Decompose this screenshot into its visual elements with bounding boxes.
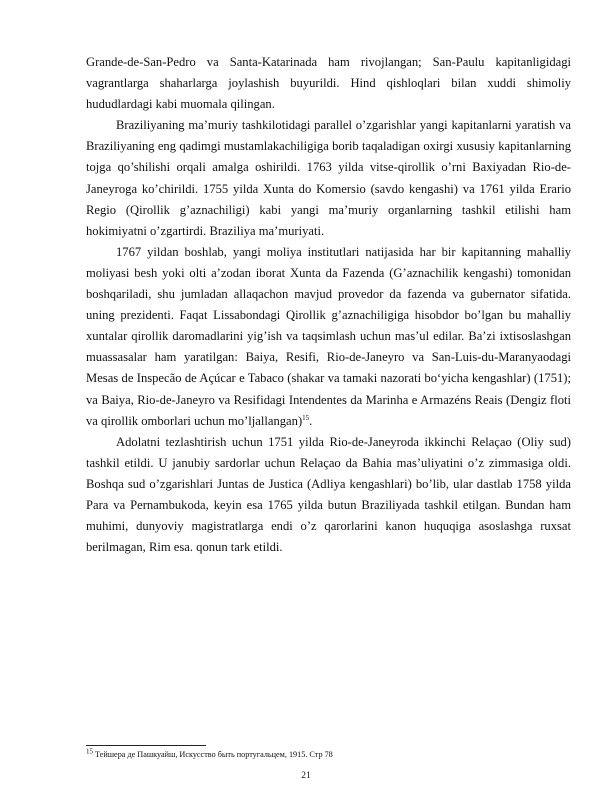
- paragraph-3-text: 1767 yildan boshlab, yangi moliya institutlari natijasida har bir kapitanning mahalliy moliyasi besh yoki olti a’zodan iborat Xunta da Fazenda (G’aznachilik kengashi) tomonidan boshqariladi, shu jumladan allaqachon mavjud provedor da fazenda va gubernator sifatida. uning prezidenti. Faqat Lissabondagi Qirollik g’aznachiligiga hisobdor bo’lgan bu mahalliy xuntalar qirollik daromadlarini yig’ish va taqsimlash uchun mas’ul edilar. Ba’zi ixtisoslashgan muassasalar ham yaratilgan: Baiya, Resifi, Rio-de-Janeyro va San-Luis-du-Maranyaodagi Mesas de Inspecão de Açúcar e Tabaco (shakar va tamaki nazorati bo‘yicha kengashlar) (1751); va Baiya, Rio-de-Janeyro va Resifidagi Intendentes da Marinha e Armazéns Reais (Dengiz floti va qirollik omborlari uchun mo’ljallangan): [86, 244, 571, 428]
- footnote-divider: [86, 745, 206, 746]
- paragraph-4: Adolatni tezlashtirish uchun 1751 yilda Rio-de-Janeyroda ikkinchi Relaçao (Oliy sud) tashkil etildi. U janubiy sardorlar uchun Relaçao da Bahia mas’uliyatini o’z zimmasiga oldi. Boshqa sud o’zgarishlari Juntas de Justica (Adliya kengashlari) bo’lib, ular dastlab 1758 yilda Para va Pernambukoda, keyin esa 1765 yilda butun Braziliyada tashkil etilgan. Bundan ham muhimi, dunyoviy magistratlarga endi o’z qarorlarini kanon huquqiga asoslashga ruxsat berilmagan, Rim esa. qonun tark etildi.: [86, 434, 571, 555]
- footnote-text: Тейшера де Пашкуайш, Искусство быть португальцем, 1915. Стр 78: [95, 750, 333, 759]
- footnote-number: 15: [86, 747, 93, 756]
- paragraph-1: Grande-de-San-Pedro va Santa-Katarinada ham rivojlangan; San-Paulu kapitanligidagi vagrantlarga shaharlarga joylashish buyurildi. Hind qishloqlari bilan xuddi shimoliy hududlardagi kabi muomala qilingan.: [86, 55, 571, 112]
- document-body: [86, 52, 571, 558]
- paragraph-2: Braziliyaning ma’muriy tashkilotidagi parallel o’zgarishlar yangi kapitanlarni yaratish va Braziliyaning eng qadimgi mustamlakachiligiga borib taqaladigan oxirgi xususiy kapitanlarning tojga qo’shilishi orqali amalga oshirildi. 1763 yilda vitse-qirollik o’rni Baxiyadan Rio-de-Janeyroga ko’chirildi. 1755 yilda Xunta do Komersio (savdo kengashi) va 1761 yilda Erario Regio (Qirollik g’aznachiligi) kabi yangi ma’muriy organlarning tashkil etilishi ham hokimiyatni o’zgartirdi. Braziliya ma’muriyati.: [86, 118, 571, 238]
- paragraph-3-end: .: [309, 413, 313, 428]
- footnote: [86, 747, 571, 759]
- footnote-reference[interactable]: 15: [302, 413, 310, 422]
- page-number: 21: [301, 771, 311, 781]
- paragraph-3: [86, 242, 571, 432]
